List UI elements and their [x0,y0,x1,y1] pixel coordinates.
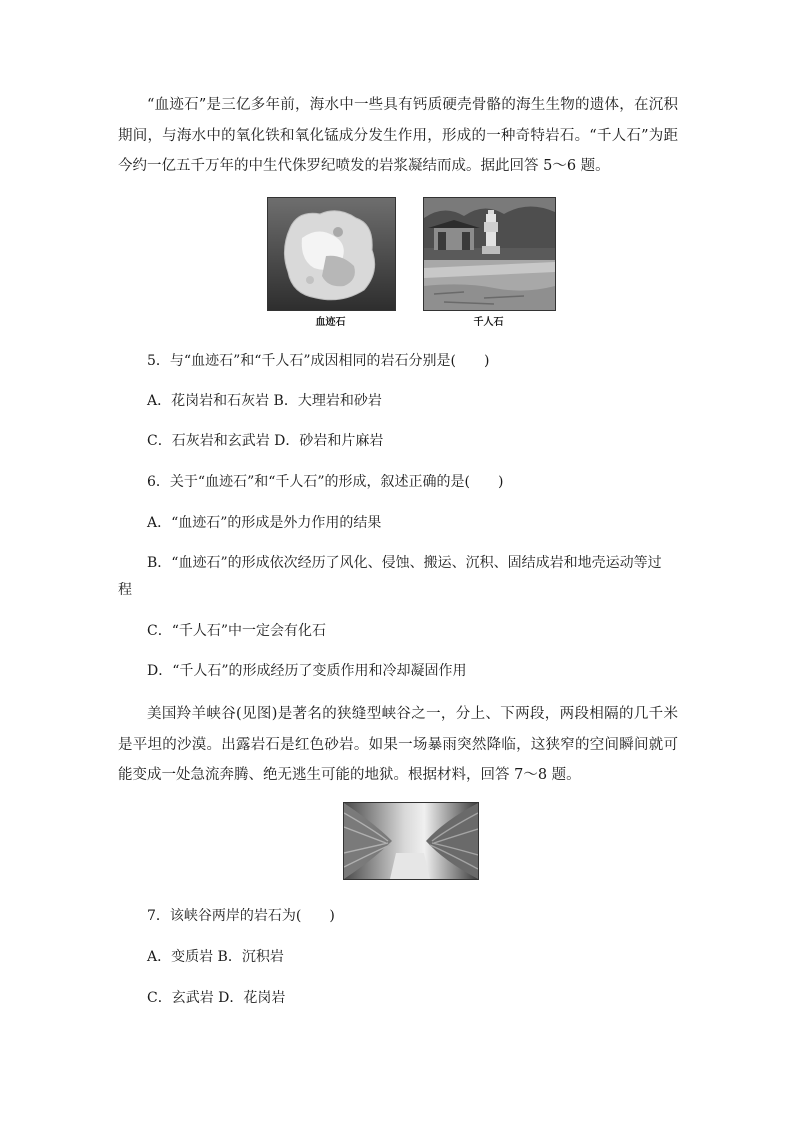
intro-paragraph-2: 美国羚羊峡谷(见图)是著名的狭缝型峡谷之一，分上、下两段，两段相隔的几千米是平坦的沙漠。出露岩石是红色砂岩。如果一场暴雨突然降临，这狭窄的空间瞬间就可能变成一处急流奔腾、绝无逃生可能的地狱。根据材料，回答 7～8 题。 [118,706,678,783]
canyon-scene [344,803,478,879]
q6-option-b: B．“血迹石”的形成依次经历了风化、侵蚀、搬运、沉积、固结成岩和地壳运动等过 [147,555,662,571]
q5-options-cd: C．石灰岩和玄武岩 D．砂岩和片麻岩 [147,433,384,449]
q5-options-ab: A．花岗岩和石灰岩 B．大理岩和砂岩 [147,393,382,409]
q5-stem: 5．与“血迹石”和“千人石”成因相同的岩石分别是( ) [147,353,490,369]
q6-option-a: A．“血迹石”的形成是外力作用的结果 [147,515,382,531]
q7-options-ab: A．变质岩 B．沉积岩 [147,949,284,965]
q6-stem: 6．关于“血迹石”和“千人石”的形成，叙述正确的是( ) [147,474,504,490]
thousand-people-rock-scene [424,198,555,310]
q6-option-b-continued: 程 [118,582,132,598]
intro-paragraph-1: “血迹石”是三亿多年前，海水中一些具有钙质硬壳骨骼的海生生物的遗体，在沉积期间，与海水中的氧化铁和氧化锰成分发生作用，形成的一种奇特岩石。“千人石”为距今约一亿五千万年的中生代侏罗纪喷发的岩浆凝结而成。据此回答 5～6 题。 [118,97,678,174]
q6-option-c: C．“千人石”中一定会有化石 [147,623,327,639]
bloodstone-rock-shape [268,198,395,310]
antelope-canyon-photo [343,802,479,880]
thousand-people-rock-photo [423,197,556,311]
q6-option-d: D．“千人石”的形成经历了变质作用和冷却凝固作用 [147,663,467,679]
q7-options-cd: C．玄武岩 D．花岗岩 [147,990,286,1006]
bloodstone-photo [267,197,396,311]
q7-stem: 7．该峡谷两岸的岩石为( ) [147,908,335,924]
bloodstone-caption: 血迹石 [315,317,346,328]
thousand-people-rock-caption: 千人石 [473,317,504,328]
